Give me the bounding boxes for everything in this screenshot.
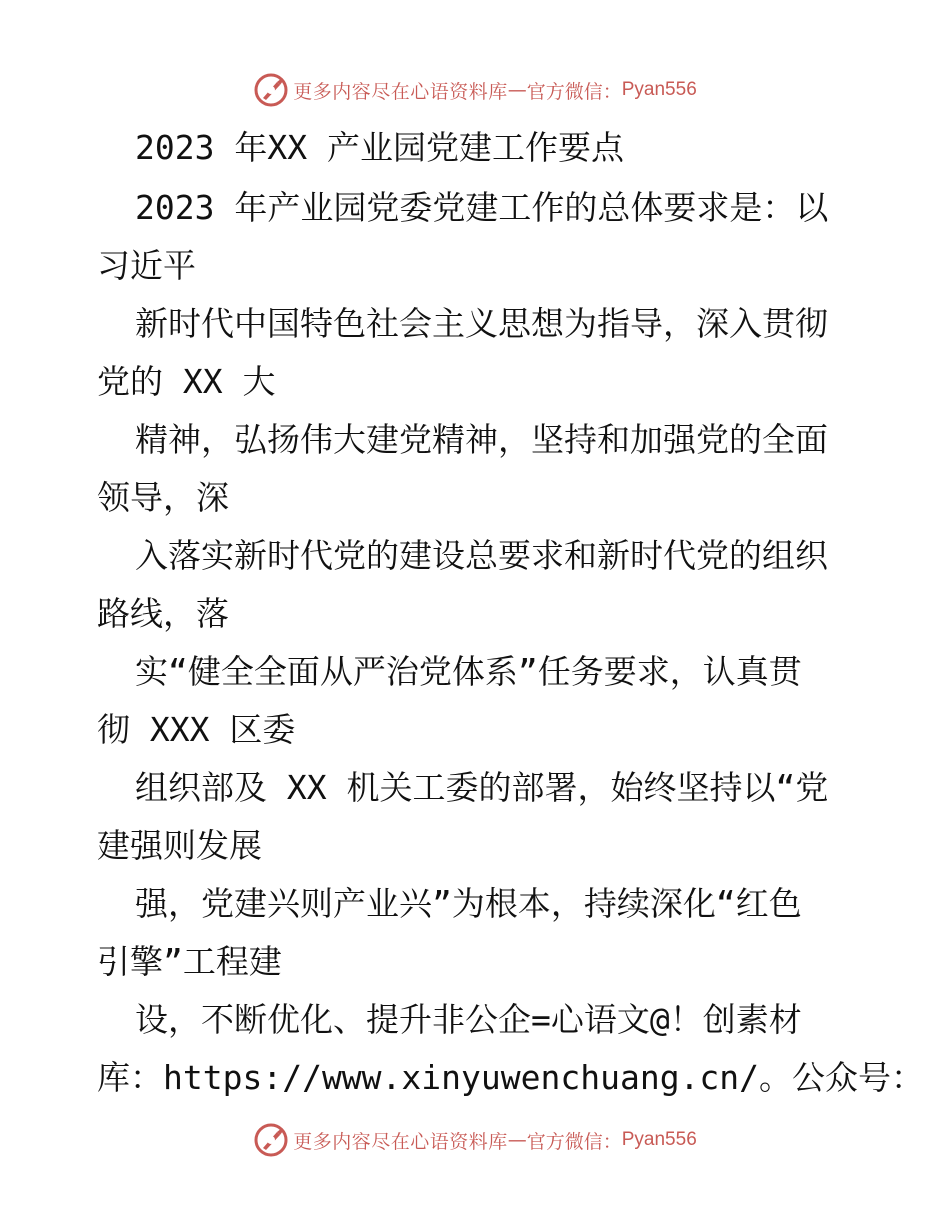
banner-wechat-id: Pyan556 [621,1129,697,1150]
paragraph-line: 实“健全全面从严治党体系”任务要求，认真贯 [135,652,802,691]
paragraph-line: 习近平 [97,246,196,285]
paragraph-line: 彻 XXX 区委 [97,710,296,749]
paragraph-line: 路线，落 [97,594,229,633]
paragraph-line: 建强则发展 [97,826,262,865]
paragraph-line: 领导，深 [97,478,229,517]
banner-wechat-label: 官方微信： [526,80,622,103]
paragraph-line: 新时代中国特色社会主义思想为指导，深入贯彻 [135,304,828,343]
paragraph-line: 精神，弘扬伟大建党精神，坚持和加强党的全面 [135,420,828,459]
quill-pen-logo-icon [253,72,289,108]
banner-wechat-id: Pyan556 [621,79,697,100]
paragraph-line: 引擎”工程建 [97,942,282,981]
paragraph-line: 入落实新时代党的建设总要求和新时代党的组织 [135,536,828,575]
footer-banner [0,1120,950,1160]
banner-text: 更多内容尽在心语资料库 [293,80,508,103]
paragraph-line: 组织部及 XX 机关工委的部署，始终坚持以“党 [135,768,829,807]
banner-separator: — [507,79,527,101]
paragraph-line: 强，党建兴则产业兴”为根本，持续深化“红色 [135,884,802,923]
document-title: 2023 年XX 产业园党建工作要点 [135,128,624,167]
paragraph-line: 库：https://www.xinyuwenchuang.cn/。公众号： [97,1058,925,1097]
paragraph-line: 党的 XX 大 [97,362,276,401]
quill-pen-logo-icon [253,1122,289,1158]
header-banner [0,70,950,110]
paragraph-line: 设，不断优化、提升非公企=心语文@！创素材 [135,1000,802,1039]
paragraph-line: 2023 年产业园党委党建工作的总体要求是：以 [135,188,829,227]
banner-wechat-label: 官方微信： [526,1130,622,1153]
banner-text: 更多内容尽在心语资料库 [293,1130,508,1153]
banner-separator: — [507,1129,527,1151]
